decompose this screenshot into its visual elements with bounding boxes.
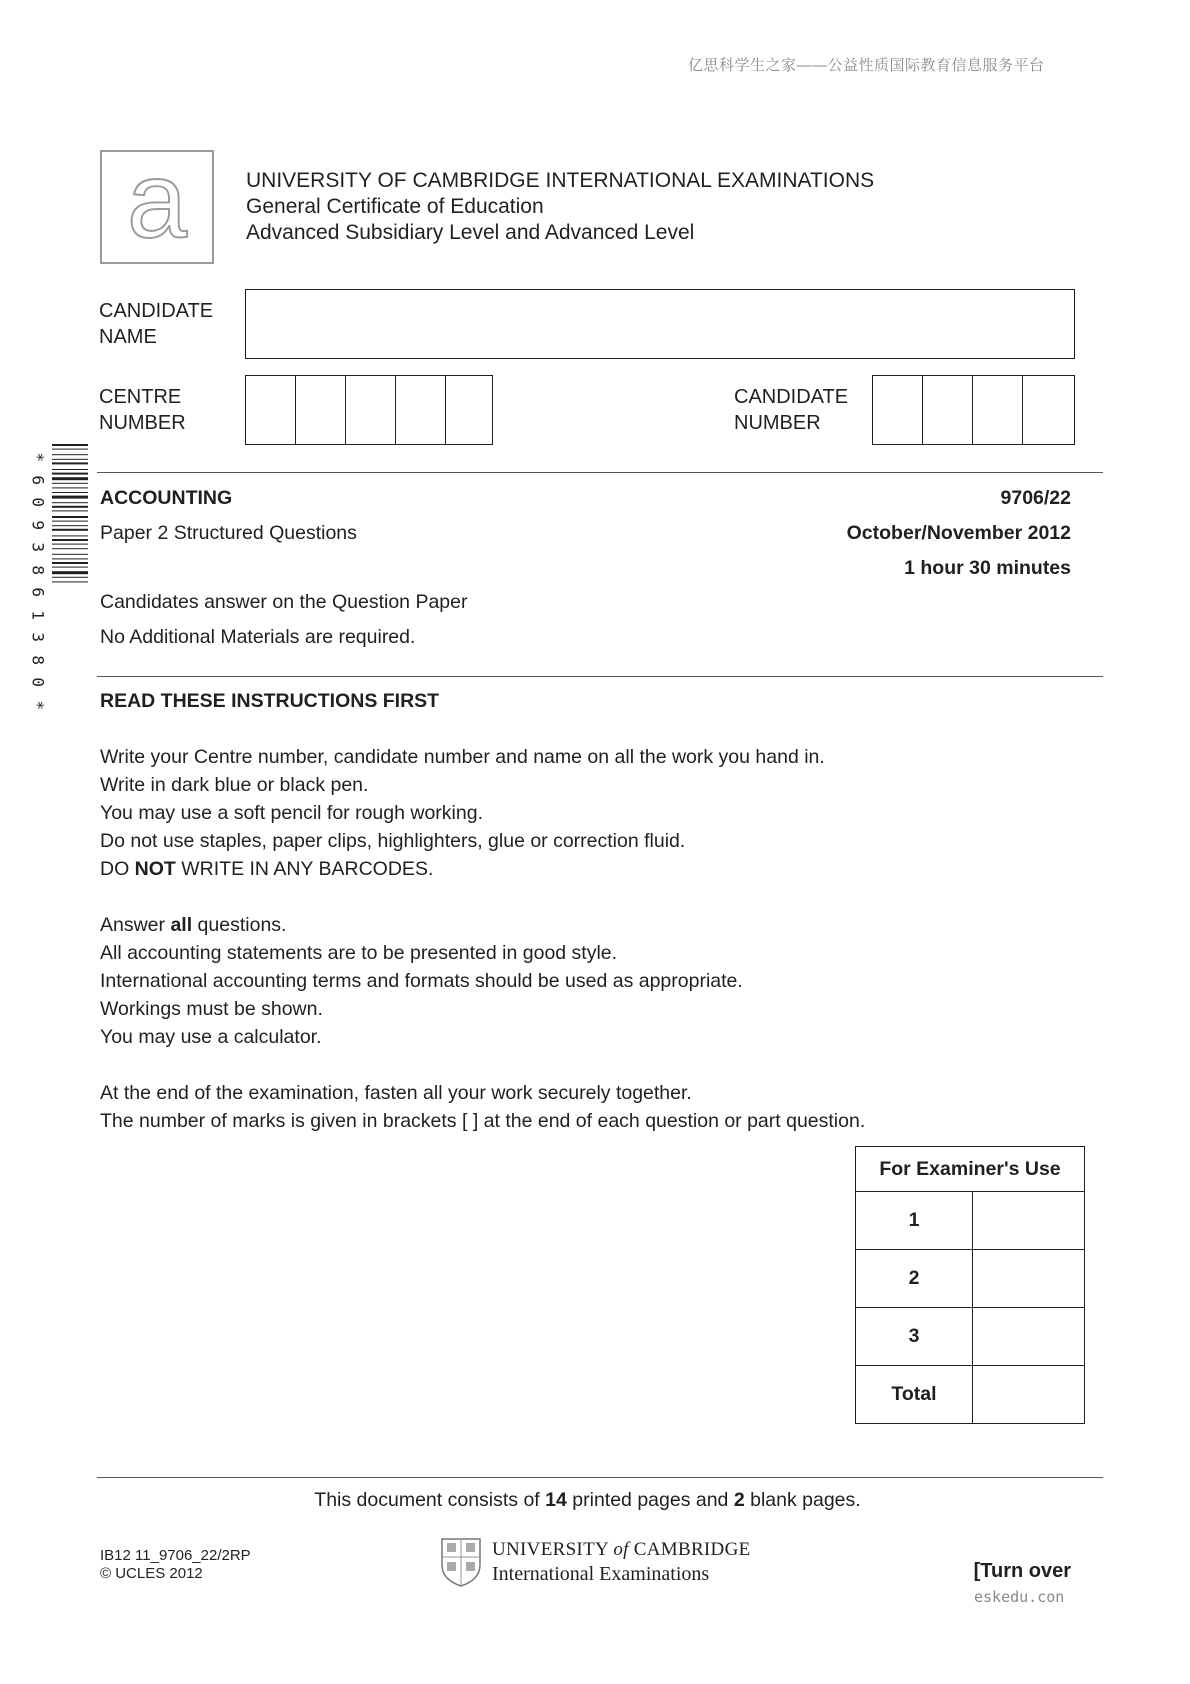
barcode-bar xyxy=(52,529,88,531)
instruction-line: Do not use staples, paper clips, highlighters, glue or correction fluid. xyxy=(100,830,686,852)
instructions-heading: READ THESE INSTRUCTIONS FIRST xyxy=(100,690,440,712)
barcode-bar xyxy=(52,496,88,499)
instruction-line: Answer all questions. xyxy=(100,914,287,936)
barcode-bar xyxy=(52,483,88,484)
barcode-number: * 6 0 9 3 8 6 1 3 8 0 * xyxy=(28,452,48,710)
total-mark-cell[interactable] xyxy=(973,1366,1085,1424)
document-reference: IB12 11_9706_22/2RP © UCLES 2012 xyxy=(100,1547,251,1582)
instruction-line: You may use a calculator. xyxy=(100,1026,322,1048)
barcode-bar xyxy=(52,454,88,455)
barcode-bar xyxy=(52,487,88,488)
barcode-bar xyxy=(52,449,88,450)
barcode-bar xyxy=(52,525,88,526)
board-name: UNIVERSITY OF CAMBRIDGE INTERNATIONAL EXAMINATIONS xyxy=(246,169,875,192)
mark-cell[interactable] xyxy=(973,1308,1085,1366)
barcode-bar xyxy=(52,558,88,559)
instruction-line: At the end of the examination, fasten all your work securely together. xyxy=(100,1082,692,1104)
cambridge-wordmark: UNIVERSITY of CAMBRIDGE xyxy=(492,1539,751,1560)
answer-location: Candidates answer on the Question Paper xyxy=(100,591,468,613)
question-number: 1 xyxy=(856,1192,973,1250)
barcode-bar xyxy=(52,548,88,549)
candidate-name-label: CANDIDATE NAME xyxy=(99,300,214,348)
logo-letter: a xyxy=(126,152,188,260)
barcode-bar xyxy=(52,510,88,511)
barcode-bar xyxy=(52,581,88,582)
barcode-bar xyxy=(52,567,88,568)
paper-code: 9706/22 xyxy=(1000,487,1071,509)
level: Advanced Subsidiary Level and Advanced Level xyxy=(246,221,695,244)
centre-number-label: CENTRE NUMBER xyxy=(99,386,186,434)
candidate-number-field[interactable] xyxy=(872,375,1075,445)
candidate-number-digit[interactable] xyxy=(923,376,973,444)
instruction-line: Workings must be shown. xyxy=(100,998,323,1020)
instructions-block-1 xyxy=(100,743,825,883)
candidate-name-field[interactable] xyxy=(245,289,1075,359)
barcode-bar xyxy=(52,516,88,518)
barcode-bar xyxy=(52,473,88,475)
watermark-text: 亿思科学生之家——公益性质国际教育信息服务平台 xyxy=(688,57,1045,74)
candidate-number-digit[interactable] xyxy=(873,376,923,444)
divider xyxy=(97,472,1103,473)
mark-cell[interactable] xyxy=(973,1192,1085,1250)
barcode-bar xyxy=(52,462,88,464)
materials-note: No Additional Materials are required. xyxy=(100,626,416,648)
question-number: 3 xyxy=(856,1308,973,1366)
qualification: General Certificate of Education xyxy=(246,195,544,218)
candidate-number-label: CANDIDATE NUMBER xyxy=(734,386,849,434)
barcode-bar xyxy=(52,521,88,522)
exam-duration: 1 hour 30 minutes xyxy=(904,557,1071,579)
question-number: 2 xyxy=(856,1250,973,1308)
barcode-bar xyxy=(52,535,88,536)
instructions-block-2 xyxy=(100,911,743,1051)
barcode-bar xyxy=(52,459,88,460)
centre-number-digit[interactable] xyxy=(446,376,492,444)
examiner-table-heading: For Examiner's Use xyxy=(856,1147,1085,1192)
instruction-line: Write in dark blue or black pen. xyxy=(100,774,369,796)
barcode-bar xyxy=(52,577,88,578)
instructions-block-3 xyxy=(100,1079,865,1135)
centre-number-digit[interactable] xyxy=(396,376,446,444)
barcode-bar xyxy=(52,562,88,564)
barcode-bar xyxy=(52,444,88,446)
mark-cell[interactable] xyxy=(973,1250,1085,1308)
barcode-bar xyxy=(52,477,88,480)
exam-session: October/November 2012 xyxy=(846,522,1071,544)
examiner-use-table xyxy=(855,1146,1085,1424)
page-count-note: This document consists of 14 printed pages and 2 blank pages. xyxy=(314,1489,861,1511)
paper-title: Paper 2 Structured Questions xyxy=(100,522,357,544)
barcode-bar xyxy=(52,469,88,470)
barcode-bar xyxy=(52,539,88,541)
total-label: Total xyxy=(856,1366,973,1424)
instruction-line: You may use a soft pencil for rough working. xyxy=(100,802,483,824)
barcode-bar xyxy=(52,506,88,508)
candidate-number-digit[interactable] xyxy=(1023,376,1074,444)
subject: ACCOUNTING xyxy=(100,487,233,509)
instruction-line: All accounting statements are to be presented in good style. xyxy=(100,942,618,964)
centre-number-digit[interactable] xyxy=(346,376,396,444)
cambridge-crest-icon xyxy=(440,1537,482,1587)
candidate-number-digit[interactable] xyxy=(973,376,1023,444)
barcode-bar xyxy=(52,492,88,493)
barcode-bar xyxy=(52,502,88,503)
site-watermark: eskedu.con xyxy=(974,1588,1065,1606)
centre-number-field[interactable] xyxy=(245,375,493,445)
barcode-bar xyxy=(52,544,88,545)
divider xyxy=(97,1477,1103,1478)
barcode xyxy=(52,444,88,672)
instruction-line: DO NOT WRITE IN ANY BARCODES. xyxy=(100,858,434,880)
turn-over: [Turn over xyxy=(973,1560,1071,1582)
cambridge-wordmark-sub: International Examinations xyxy=(492,1563,710,1585)
barcode-bar xyxy=(52,571,88,574)
cie-a-logo xyxy=(100,150,214,264)
centre-number-digit[interactable] xyxy=(246,376,296,444)
instruction-line: Write your Centre number, candidate number and name on all the work you hand in. xyxy=(100,746,825,768)
instruction-line: International accounting terms and formats should be used as appropriate. xyxy=(100,970,743,992)
centre-number-digit[interactable] xyxy=(296,376,346,444)
divider xyxy=(97,676,1103,677)
barcode-bar xyxy=(52,554,88,555)
instruction-line: The number of marks is given in brackets [ ] at the end of each question or part question. xyxy=(100,1110,866,1132)
